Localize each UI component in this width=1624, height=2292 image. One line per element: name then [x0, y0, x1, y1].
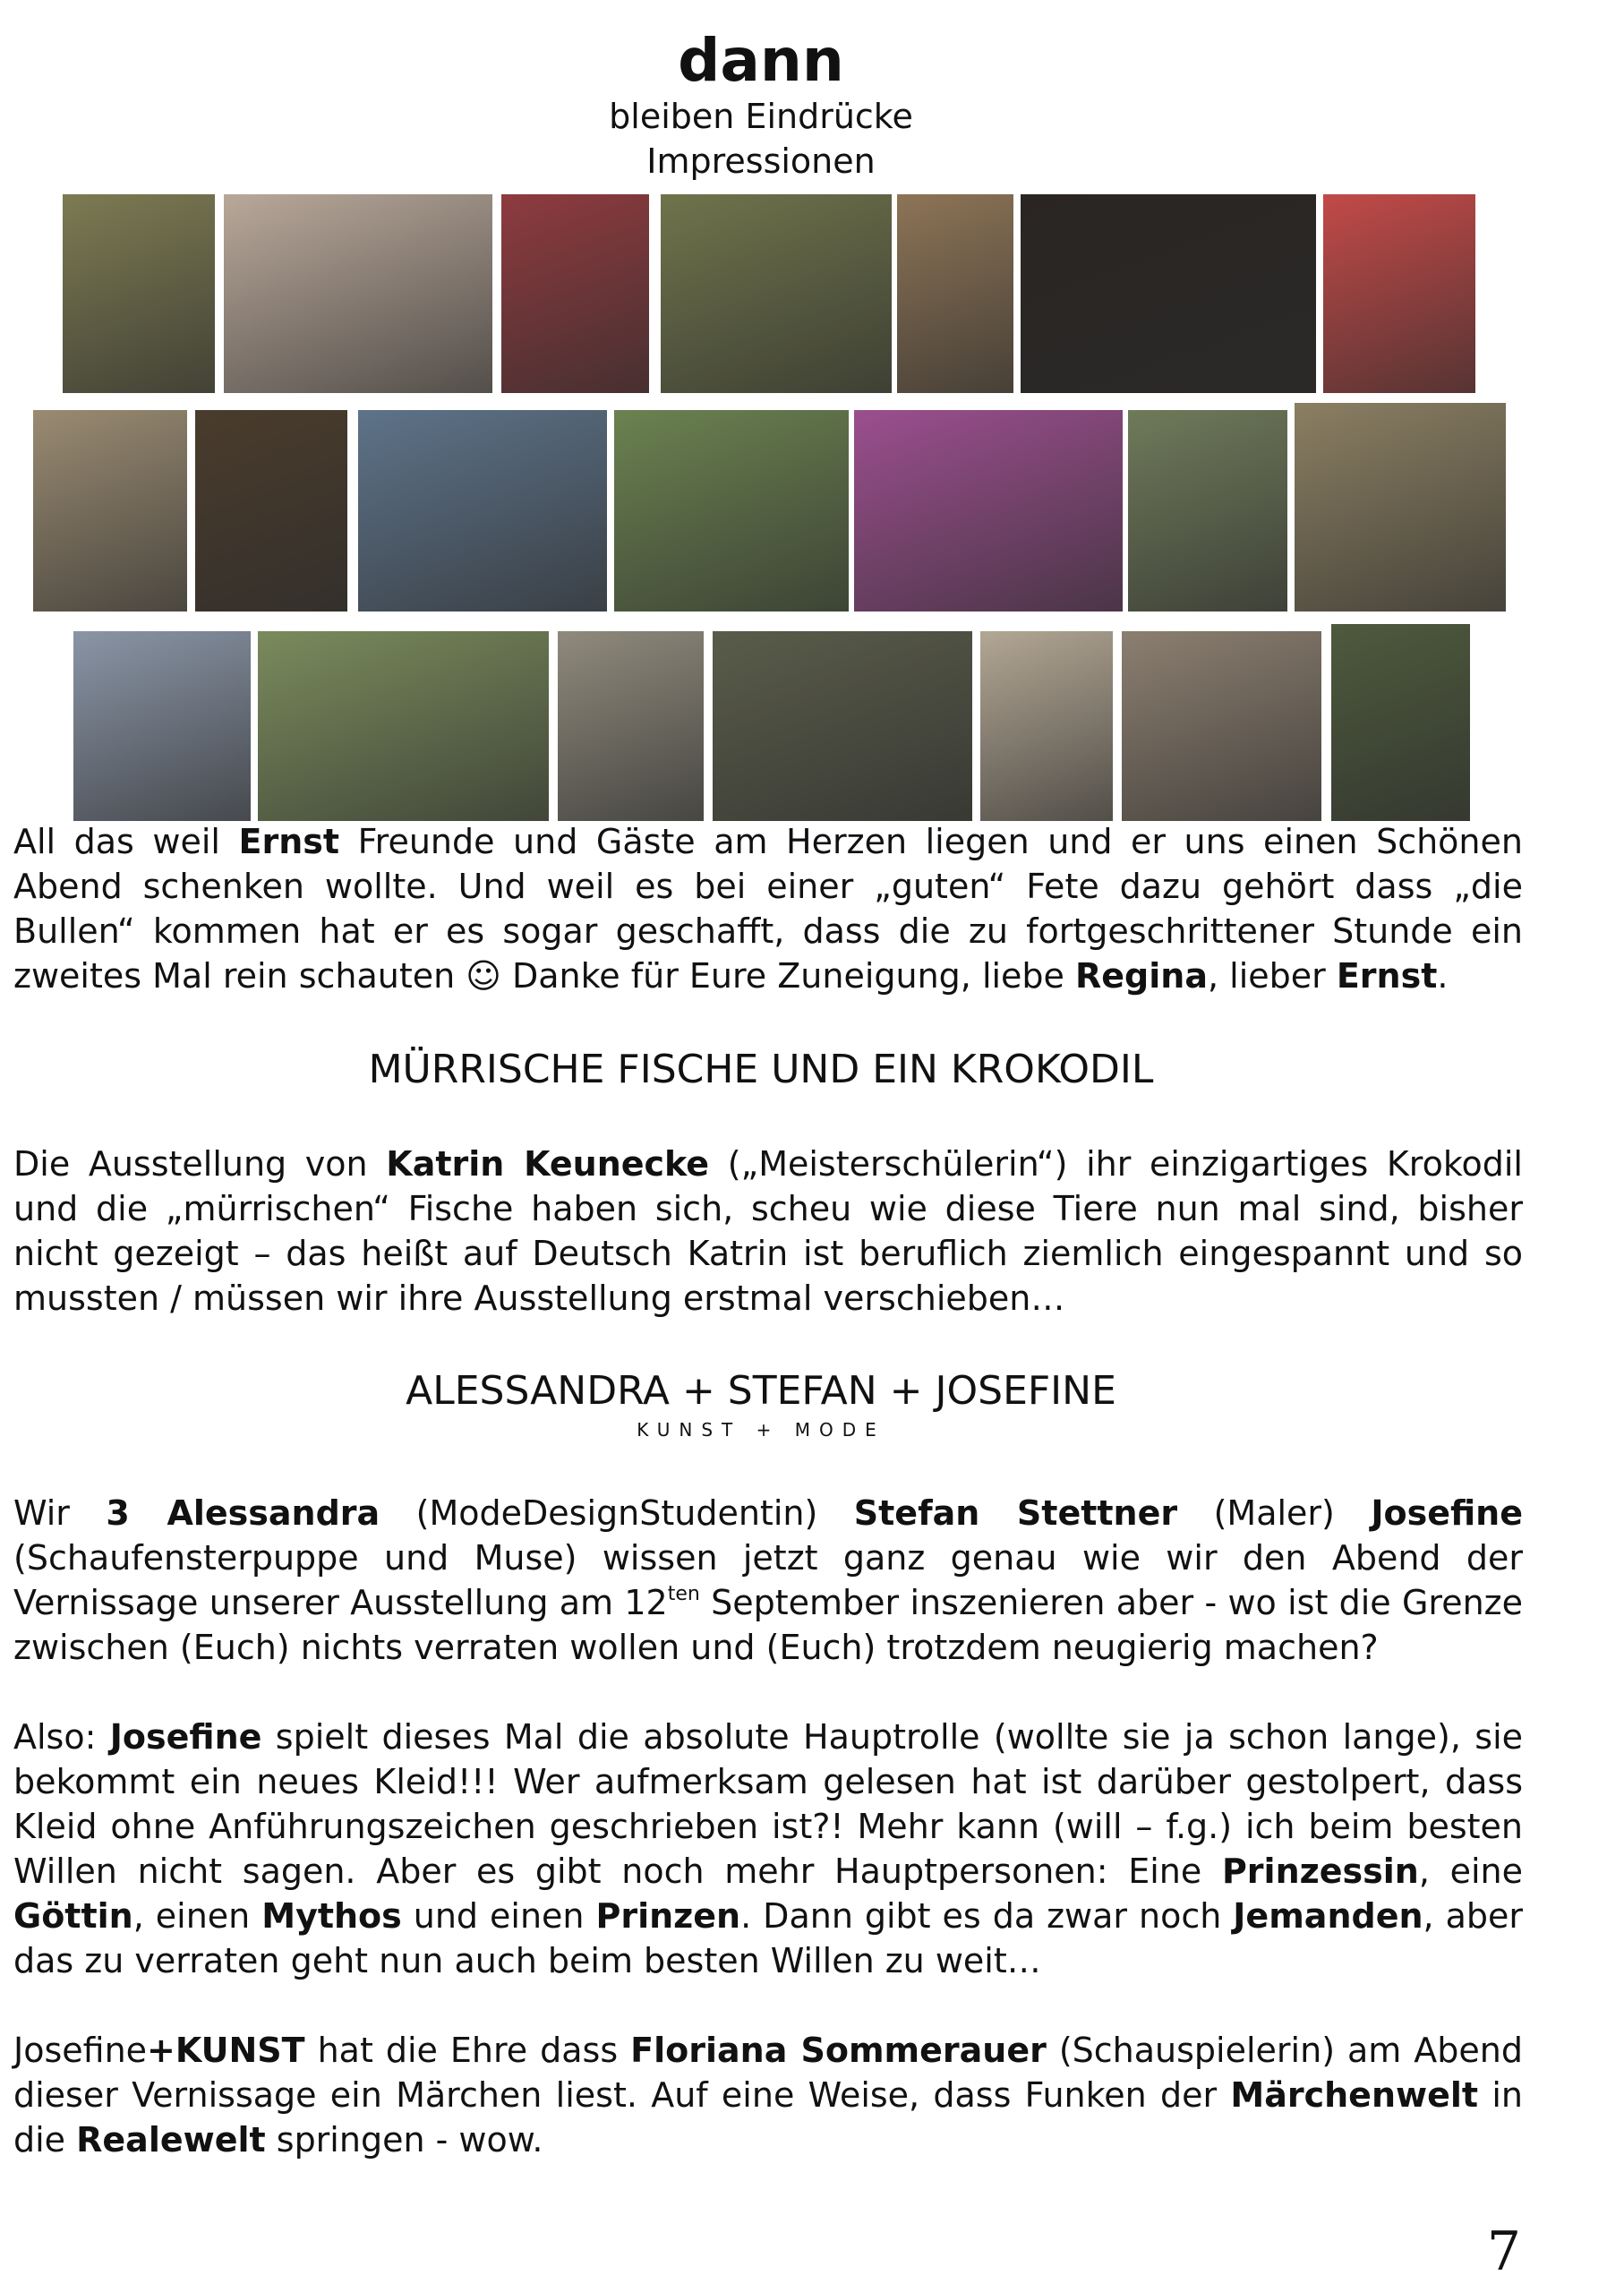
paragraph-ausstellung: Die Ausstellung von Katrin Keunecke („Meisterschülerin“) ihr einzigartiges Krokodil und die „mürrischen“ Fische haben sich, scheu wie diese Tiere nun mal sind, bisher nicht gezeigt – das heißt auf Deutsch Katrin ist beruflich ziemlich eingespannt und so mussten / müssen wir ihre Ausstellung erstmal verschieben…: [13, 1144, 1523, 1318]
section-subheading-kunst-mode: KUNST + MODE: [637, 1419, 885, 1441]
page-subtitle-line2: Impressionen: [646, 141, 876, 181]
photo-room-interior: [558, 631, 704, 821]
page-subtitle-line1: bleiben Eindrücke: [609, 97, 913, 136]
photo-shoe-on-grass: [661, 194, 892, 393]
paragraph-vernissage: Wir 3 Alessandra (ModeDesignStudentin) Stefan Stettner (Maler) Josefine (Schaufensterpuppe und Muse) wissen jetzt ganz genau wie wir den Abend der Vernissage unserer Ausstellung am $12^{ten}$ September inszenieren aber - wo ist die Grenze zwischen (Euch) nichts verraten wollen und (Euch) trotzdem neugierig machen?: [13, 1493, 1523, 1667]
paragraph-maerchen: Josefine+KUNST hat die Ehre dass Floriana Sommerauer (Schauspielerin) am Abend dieser Vernissage ein Märchen liest. Auf eine Weise, dass Funken der Märchenwelt in die Realewelt springen - wow.: [13, 2031, 1523, 2159]
photo-gothic-group: [1021, 194, 1316, 393]
photo-benches-dark: [195, 410, 347, 611]
photo-older-couple: [1122, 631, 1321, 821]
photo-pearl-necklace: [1323, 194, 1475, 393]
photo-dancing-couple: [73, 631, 251, 821]
photo-two-young-women: [258, 631, 549, 821]
photo-man-with-painting: [358, 410, 607, 611]
paragraph-thanks: All das weil Ernst Freunde und Gäste am Herzen liegen und er uns einen Schönen Abend schenken wollte. Und weil es bei einer „guten“ Fete dazu gehört dass „die Bullen“ kommen hat er es sogar geschafft, dass die zu fortgeschrittener Stunde ein zweites Mal rein schauten ☺ Danke für Eure Zuneigung, liebe Regina, lieber Ernst.: [13, 822, 1523, 996]
photo-painting-and-mannequin: [33, 410, 187, 611]
photo-person-crouching: [1128, 410, 1287, 611]
photo-bird-on-ground: [63, 194, 215, 393]
photo-two-men-sitting: [1331, 624, 1470, 821]
photo-window-reflection: [1295, 403, 1506, 611]
photo-woman-red-dress: [501, 194, 649, 393]
page-title: dann: [678, 26, 844, 95]
photo-man-pink-glasses: [713, 631, 972, 821]
photo-man-with-mannequin: [980, 631, 1113, 821]
photo-group-with-mannequin: [224, 194, 492, 393]
paragraph-josefine: Also: Josefine spielt dieses Mal die absolute Hauptrolle (wollte sie ja schon lange), sie bekommt ein neues Kleid!!! Wer aufmerksam gelesen hat ist darüber gestolpert, dass Kleid ohne Anführungszeichen geschrieben ist?! Mehr kann (will – f.g.) ich beim besten Willen nicht sagen. Aber es gibt noch mehr Hauptpersonen: Eine Prinzessin, eine Göttin, einen Mythos und einen Prinzen. Dann gibt es da zwar noch Jemanden, aber das zu verraten geht nun auch beim besten Willen zu weit…: [13, 1717, 1524, 1980]
photo-man-with-green-painting: [614, 410, 849, 611]
section-heading-fische: MÜRRISCHE FISCHE UND EIN KROKODIL: [368, 1047, 1154, 1092]
photo-woman-pink-glasses: [854, 410, 1123, 611]
photo-child-with-dog: [897, 194, 1013, 393]
section-heading-alessandra: ALESSANDRA + STEFAN + JOSEFINE: [406, 1368, 1116, 1414]
page-number: 7: [1486, 2220, 1521, 2283]
